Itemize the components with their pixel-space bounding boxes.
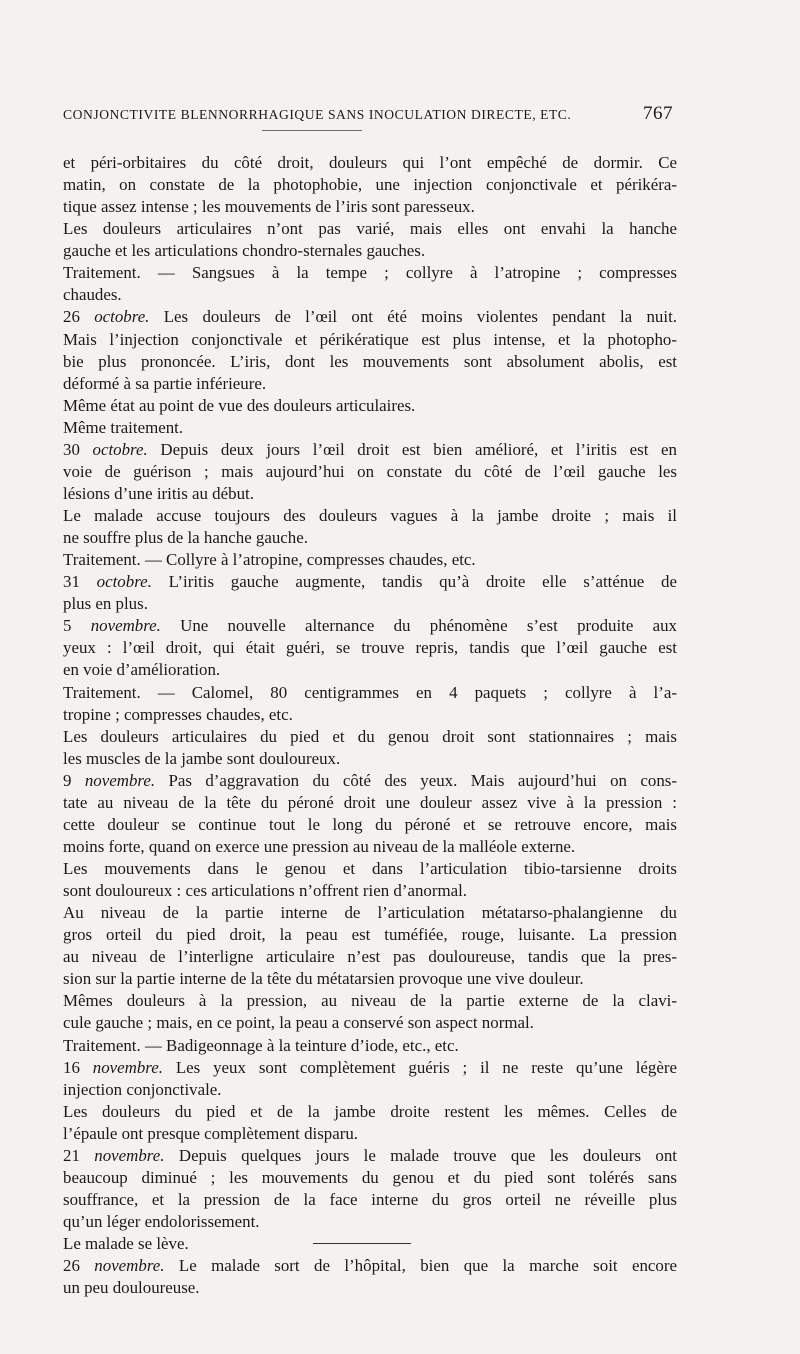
text-line — [63, 196, 677, 218]
line-text: matin, on constate de la photophobie, une injection conjonctivale et périkéra- — [63, 175, 677, 195]
text-line — [63, 351, 677, 373]
line-text: Depuis quelques jours le malade trouve que les douleurs ont — [164, 1145, 677, 1165]
line-text: Mêmes douleurs à la pression, au niveau de la partie externe de la clavi- — [63, 991, 677, 1011]
text-line — [63, 858, 677, 880]
text-line — [63, 417, 677, 439]
entry-day: 16 — [63, 1057, 93, 1077]
entry-day: 26 — [63, 1256, 95, 1276]
text-line — [63, 1233, 677, 1255]
line-text: un peu douloureuse. — [63, 1278, 200, 1298]
text-line — [63, 924, 677, 946]
line-text: tropine ; compresses chaudes, etc. — [63, 704, 293, 724]
page-number: 767 — [643, 103, 673, 124]
line-text: gros orteil du pied droit, la peau est tuméfiée, rouge, luisante. La pression — [63, 925, 677, 945]
text-line — [63, 726, 677, 748]
entry-date: novembre. — [94, 1256, 165, 1276]
page-header — [63, 103, 673, 127]
line-text: cette douleur se continue tout le long du péroné et se retrouve encore, mais — [63, 814, 677, 834]
line-text: injection conjonctivale. — [63, 1079, 222, 1099]
entry-date: octobre. — [92, 439, 148, 459]
line-text: qu’un léger endolorissement. — [63, 1212, 260, 1231]
text-line — [63, 395, 677, 417]
text-line — [63, 1079, 677, 1101]
text-line — [63, 262, 677, 284]
text-line — [63, 836, 677, 858]
line-text: Les douleurs du pied et de la jambe droite restent les mêmes. Celles de — [63, 1101, 677, 1121]
line-text: Les yeux sont complètement guéris ; il ne reste qu’une légère — [162, 1057, 677, 1077]
line-text: Une nouvelle alternance du phénomène s’est produite aux — [160, 616, 677, 636]
text-line — [63, 748, 677, 770]
text-line — [63, 1123, 677, 1145]
text-line — [63, 1167, 677, 1189]
line-text: Mais l’injection conjonctivale et périkératique est plus intense, et la photopho- — [63, 329, 677, 349]
entry-date: octobre. — [94, 307, 150, 327]
entry-day: 9 — [63, 770, 85, 790]
line-text: gauche et les articulations chondro-sternales gauches. — [63, 241, 426, 261]
line-text: tique assez intense ; les mouvements de l’iris sont paresseux. — [63, 197, 475, 217]
text-line — [63, 814, 677, 836]
text-line — [63, 902, 677, 924]
text-line — [63, 1057, 677, 1079]
text-line — [63, 439, 677, 461]
line-text: Traitement. — Calomel, 80 centigrammes en 4 paquets ; collyre à l’a- — [63, 682, 677, 702]
text-line — [63, 880, 677, 902]
text-line — [63, 152, 677, 174]
line-text: Le malade accuse toujours des douleurs vagues à la jambe droite ; mais il — [63, 506, 677, 525]
text-line — [63, 1189, 677, 1211]
text-line — [63, 704, 677, 726]
line-text: ne souffre plus de la hanche gauche. — [63, 528, 308, 548]
text-line — [63, 1012, 677, 1034]
line-text: Depuis deux jours l’œil droit est bien amélioré, et l’iritis est en — [147, 439, 677, 459]
line-text: moins forte, quand on exerce une pression au niveau de la malléole externe. — [63, 836, 576, 856]
entry-date: novembre. — [84, 770, 156, 790]
text-line — [63, 968, 677, 990]
line-text: Traitement. — Badigeonnage à la teinture d’iode, etc., etc. — [63, 1035, 459, 1055]
text-line — [63, 990, 677, 1012]
running-title: CONJONCTIVITE BLENNORRHAGIQUE SANS INOCULATION DIRECTE, ETC. — [63, 107, 572, 122]
entry-date: novembre. — [94, 1145, 165, 1165]
text-line — [63, 1277, 677, 1299]
text-line — [63, 682, 677, 704]
text-line — [63, 1255, 677, 1277]
entry-day: 5 — [63, 616, 91, 636]
text-line — [63, 483, 677, 505]
line-text: sion sur la partie interne de la tête du métatarsien provoque une vive douleur. — [63, 969, 584, 989]
text-line — [63, 1145, 677, 1167]
entry-day: 21 — [63, 1145, 95, 1165]
line-text: cule gauche ; mais, en ce point, la peau a conservé son aspect normal. — [63, 1013, 534, 1033]
line-text: Les douleurs articulaires du pied et du genou droit sont stationnaires ; mais — [63, 726, 677, 746]
text-line — [63, 284, 677, 306]
line-text: Pas d’aggravation du côté des yeux. Mais aujourd’hui on cons- — [155, 770, 677, 790]
text-line — [63, 306, 677, 328]
line-text: Traitement. — Sangsues à la tempe ; collyre à l’atropine ; compresses — [63, 263, 677, 283]
line-text: en voie d’amélioration. — [63, 660, 221, 680]
entry-day: 31 — [63, 572, 97, 592]
line-text: Le malade sort de l’hôpital, bien que la marche soit encore — [164, 1256, 677, 1276]
entry-date: novembre. — [90, 616, 161, 636]
text-line — [63, 240, 677, 262]
line-text: et péri-orbitaires du côté droit, douleurs qui l’ont empêché de dormir. Ce — [63, 153, 677, 172]
line-text: beaucoup diminué ; les mouvements du genou et du pied sont tolérés sans — [63, 1167, 677, 1187]
entry-day: 30 — [63, 439, 93, 459]
text-line — [63, 527, 677, 549]
line-text: yeux : l’œil droit, qui était guéri, se trouve repris, tandis que l’œil gauche est — [63, 638, 677, 658]
line-text: souffrance, et la pression de la face interne du gros orteil ne réveille plus — [63, 1189, 677, 1209]
text-line — [63, 174, 677, 196]
line-text: Traitement. — Collyre à l’atropine, compresses chaudes, etc. — [63, 550, 476, 570]
line-text: plus en plus. — [63, 594, 148, 614]
line-text: voie de guérison ; mais aujourd’hui on constate du côté de l’œil gauche les — [63, 461, 677, 481]
end-rule — [313, 1243, 411, 1244]
body-text — [63, 152, 677, 1299]
entry-date: novembre. — [92, 1057, 163, 1077]
line-text: sont douloureux : ces articulations n’offrent rien d’anormal. — [63, 881, 468, 901]
line-text: Même traitement. — [63, 417, 184, 437]
line-text: L’iritis gauche augmente, tandis qu’à droite elle s’atténue de — [151, 572, 677, 592]
text-line — [63, 770, 677, 792]
line-text: chaudes. — [63, 285, 122, 305]
text-line — [63, 946, 677, 968]
text-line — [63, 1101, 677, 1123]
line-text: Même état au point de vue des douleurs articulaires. — [63, 395, 416, 415]
text-line — [63, 373, 677, 395]
text-line — [63, 505, 677, 527]
line-text: tate au niveau de la tête du péroné droit une douleur assez vive à la pression : — [63, 792, 677, 812]
line-text: les muscles de la jambe sont douloureux. — [63, 748, 341, 768]
text-line — [63, 1035, 677, 1057]
line-text: déformé à sa partie inférieure. — [63, 373, 267, 393]
text-line — [63, 329, 677, 351]
text-line — [63, 659, 677, 681]
line-text: au niveau de l’interligne articulaire n’est pas douloureuse, tandis que la pres- — [63, 947, 677, 967]
line-text: l’épaule ont presque complètement disparu. — [63, 1123, 359, 1143]
entry-date: octobre. — [96, 572, 152, 592]
text-line — [63, 549, 677, 571]
line-text: Au niveau de la partie interne de l’articulation métatarso-phalangienne du — [63, 903, 677, 923]
line-text: Les mouvements dans le genou et dans l’articulation tibio-tarsienne droits — [63, 859, 677, 878]
text-line — [63, 637, 677, 659]
text-line — [63, 218, 677, 240]
text-line — [63, 1211, 677, 1233]
line-text: Le malade se lève. — [63, 1234, 189, 1254]
text-line — [63, 792, 677, 814]
line-text: Les douleurs de l’œil ont été moins violentes pendant la nuit. — [149, 307, 677, 327]
text-line — [63, 461, 677, 483]
line-text: Les douleurs articulaires n’ont pas varié, mais elles ont envahi la hanche — [63, 219, 677, 239]
text-line — [63, 571, 677, 593]
header-rule — [262, 130, 362, 131]
text-line — [63, 615, 677, 637]
line-text: lésions d’une iritis au début. — [63, 483, 254, 503]
line-text: bie plus prononcée. L’iris, dont les mouvements sont absolument abolis, est — [63, 351, 677, 371]
text-line — [63, 593, 677, 615]
entry-day: 26 — [63, 307, 95, 327]
